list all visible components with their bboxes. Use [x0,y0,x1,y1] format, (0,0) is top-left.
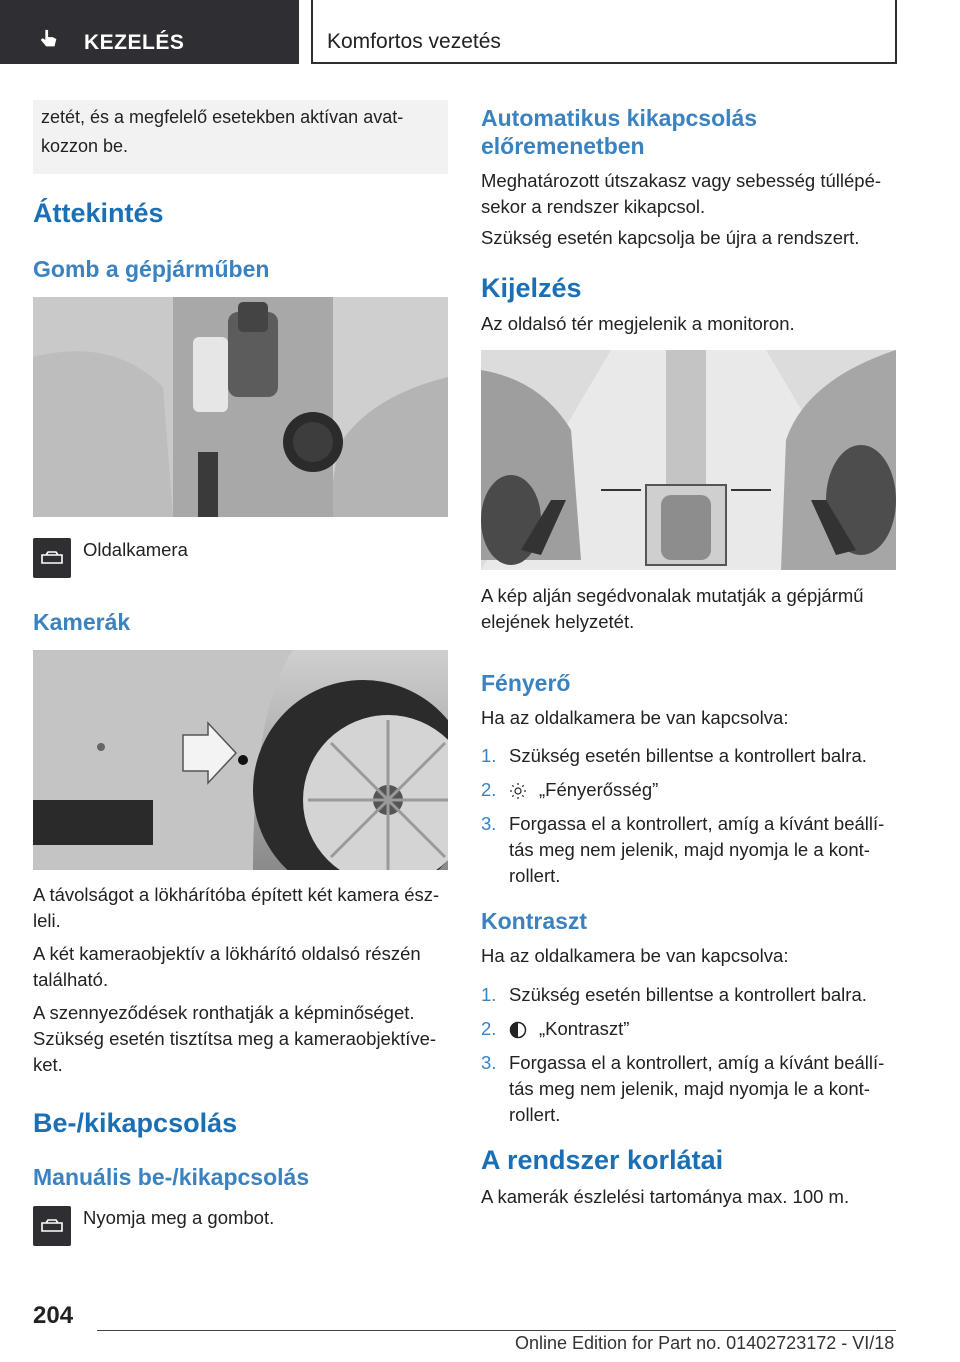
contrast-steps [481,982,896,1136]
brightness-steps [481,743,896,897]
display-text: Az oldalsó tér megjelenik a monitoron. [481,313,795,334]
limits-text: A kamerák észlelési tartománya max. 100 m. [481,1186,850,1207]
heading-limits: A rendszer korlátai [481,1145,724,1175]
heading-manual: Manuális be-/kikapcsolás [33,1164,310,1190]
cameras-text-2: A két kameraobjektív a lökhárító oldalsó részén található. [33,943,421,990]
intro-text: zetét, és a megfelelő esetekben aktívan avat‐kozzon be. [41,107,404,156]
cameras-text-1: A távolságot a lökhárítóba épített két kamera ész‐leli. [33,884,440,931]
hand-pointer-icon [38,28,60,50]
heading-contrast: Kontraszt [481,908,588,934]
auto-text-1: Meghatározott útszakasz vagy sebesség túllépé‐sekor a rendszer kikapcsol. [481,170,882,217]
footer-divider [97,1330,896,1331]
brightness-intro: Ha az oldalkamera be van kapcsolva: [481,707,789,728]
page-number: 204 [33,1302,74,1329]
chapter-tab [311,0,897,64]
chapter-label: Komfortos vezetés [327,30,501,53]
display-caption: A kép alján segédvonalak mutatják a gépjármű elejének helyzetét. [481,585,864,632]
brightness-sun-icon [509,782,527,800]
list-item: 2. „Kontraszt” [481,1018,630,1039]
list-item: 2. „Fényerősség” [481,779,659,800]
auto-text-2: Szükség esetén kapcsolja be újra a rendszert. [481,227,860,248]
list-item: 3. Forgassa el a kontrollert, amíg a kívánt beállí‐tás meg nem jelenik, majd nyomja le a kont‐rollert. [481,1052,885,1125]
button-caption: Oldalkamera [83,539,188,560]
interior-photo [33,297,448,517]
edition-text: Online Edition for Part no. 01402723172 - VI/18 [515,1333,895,1353]
list-item: 1. Szükség esetén billentse a kontrollert balra. [481,745,867,766]
heading-auto-off: Automatikus kikapcsolás előremenetben [481,105,758,159]
list-item: 1. Szükség esetén billentse a kontrollert balra. [481,984,867,1005]
contrast-intro: Ha az oldalkamera be van kapcsolva: [481,945,789,966]
section-label: KEZELÉS [84,31,185,54]
monitor-view-illustration [481,350,896,570]
cameras-text-3: A szennyeződések ronthatják a képminőséget. Szükség esetén tisztítsa meg a kameraobjektíve‐ket. [33,1002,437,1075]
side-camera-button-icon-2 [33,1206,71,1246]
heading-button: Gomb a gépjárműben [33,256,270,282]
heading-brightness: Fényerő [481,670,571,696]
side-camera-button-icon [33,538,71,578]
heading-cameras: Kamerák [33,609,131,635]
bumper-camera-photo [33,650,448,870]
manual-text: Nyomja meg a gombot. [83,1207,275,1228]
list-item: 3. Forgassa el a kontrollert, amíg a kívánt beállí‐tás meg nem jelenik, majd nyomja le a kont‐rollert. [481,813,885,886]
heading-display: Kijelzés [481,273,582,303]
heading-overview: Áttekintés [33,198,164,228]
heading-onoff: Be-/kikapcsolás [33,1108,238,1138]
section-tab [0,0,299,64]
intro-box [33,100,448,174]
contrast-icon [509,1021,527,1039]
